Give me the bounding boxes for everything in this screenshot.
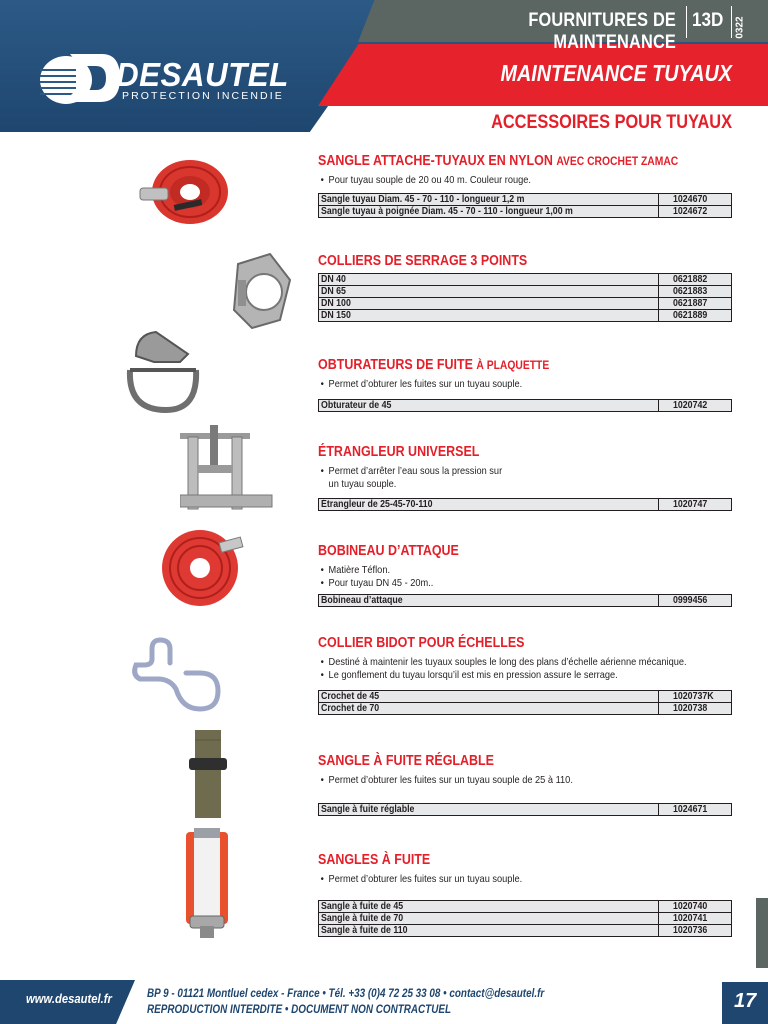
product-colliers-serrage bbox=[318, 253, 732, 321]
metal-clamp-collar-icon bbox=[230, 250, 295, 330]
product-bullet: • Permet d’obturer les fuites sur un tuyau souple. bbox=[318, 873, 732, 886]
page-title: MAINTENANCE TUYAUX bbox=[500, 60, 732, 86]
product-bullet: • Permet d’obturer les fuites sur un tuyau souple de 25 à 110. bbox=[318, 774, 732, 787]
reference-table bbox=[318, 498, 732, 511]
contact-address: BP 9 - 01121 Montluel cedex - France • Tél. +33 (0)4 72 25 33 08 • contact@desautel.fr bbox=[147, 988, 545, 1000]
table-row: Sangle à fuite de 110 1020736 bbox=[319, 925, 732, 937]
product-title: SANGLES À FUITE bbox=[318, 852, 431, 868]
product-sangle-reglable bbox=[318, 753, 732, 815]
table-row: Bobineau d’attaque 0999456 bbox=[319, 595, 732, 607]
desautel-logo-icon bbox=[36, 50, 122, 106]
table-row: DN 40 0621882 bbox=[319, 274, 732, 286]
table-row: Sangle à fuite de 45 1020740 bbox=[319, 901, 732, 913]
product-sangles-fuite bbox=[318, 852, 732, 936]
table-row: DN 100 0621887 bbox=[319, 298, 732, 310]
website-link[interactable]: www.desautel.fr bbox=[26, 992, 112, 1006]
product-bullet: • Le gonflement du tuyau lorsqu’il est mis en pression assure le serrage. bbox=[318, 669, 732, 682]
product-bullet: • Permet d’obturer les fuites sur un tuyau souple. bbox=[318, 378, 732, 391]
product-bullet: • Permet d’arrêter l’eau sous la pression sur bbox=[318, 465, 732, 478]
product-title: SANGLE À FUITE RÉGLABLE bbox=[318, 753, 494, 769]
screw-press-strangler-icon bbox=[180, 425, 275, 517]
logo-tagline: PROTECTION INCENDIE bbox=[122, 90, 284, 102]
ladder-hook-icon bbox=[130, 635, 225, 715]
header-divider-2 bbox=[731, 6, 732, 38]
red-coiled-hose-icon bbox=[160, 520, 245, 610]
product-title: BOBINEAU D’ATTAQUE bbox=[318, 543, 459, 559]
leak-strap-orange-icon bbox=[180, 828, 235, 940]
reference-table bbox=[318, 690, 732, 715]
product-bullet-continued: un tuyau souple. bbox=[328, 478, 397, 490]
adjustable-strap-icon bbox=[185, 730, 230, 820]
product-title: COLLIERS DE SERRAGE 3 POINTS bbox=[318, 253, 528, 269]
red-hose-with-strap-icon bbox=[130, 150, 230, 230]
product-sangle-attache bbox=[318, 153, 732, 217]
table-row: DN 65 0621883 bbox=[319, 286, 732, 298]
product-title: OBTURATEURS DE FUITE À PLAQUETTE bbox=[318, 357, 550, 373]
table-row: Sangle à fuite de 70 1020741 bbox=[319, 913, 732, 925]
product-etrangleur bbox=[318, 444, 732, 510]
legal-notice: REPRODUCTION INTERDITE • DOCUMENT NON CONTRACTUEL bbox=[147, 1004, 452, 1016]
reference-table bbox=[318, 399, 732, 412]
reference-table bbox=[318, 273, 732, 322]
section-code: 13D bbox=[692, 10, 724, 31]
table-row: Crochet de 45 1020737K bbox=[319, 691, 732, 703]
page-subtitle: ACCESSOIRES POUR TUYAUX bbox=[491, 112, 732, 133]
leak-plug-clamp-icon bbox=[120, 326, 210, 416]
product-title: SANGLE ATTACHE-TUYAUX EN NYLON AVEC CROCHET ZAMAC bbox=[318, 153, 679, 169]
product-bullet: • Matière Téflon. bbox=[318, 564, 732, 577]
reference-table bbox=[318, 193, 732, 218]
product-bullet: • Destiné à maintenir les tuyaux souples le long des plans d’échelle aérienne mécanique. bbox=[318, 656, 732, 669]
reference-table bbox=[318, 900, 732, 937]
page-number: 17 bbox=[734, 990, 757, 1012]
table-row: DN 150 0621889 bbox=[319, 310, 732, 322]
logo-name: DESAUTEL bbox=[116, 56, 289, 93]
product-title: COLLIER BIDOT POUR ÉCHELLES bbox=[318, 635, 525, 651]
table-row: Sangle tuyau Diam. 45 - 70 - 110 - longueur 1,2 m 1024670 bbox=[319, 194, 732, 206]
table-row: Sangle à fuite réglable 1024671 bbox=[319, 804, 732, 816]
reference-table bbox=[318, 803, 732, 816]
product-obturateurs bbox=[318, 357, 732, 411]
table-row: Obturateur de 45 1020742 bbox=[319, 400, 732, 412]
side-tab-marker bbox=[756, 898, 768, 968]
product-title: ÉTRANGLEUR UNIVERSEL bbox=[318, 444, 480, 460]
product-collier-bidot bbox=[318, 635, 732, 714]
table-row: Étrangleur de 25-45-70-110 1020747 bbox=[319, 499, 732, 511]
product-bullet: • Pour tuyau DN 45 - 20m.. bbox=[318, 577, 732, 590]
header-divider bbox=[686, 6, 687, 38]
revision-code: 0322 bbox=[734, 16, 746, 39]
section-category: FOURNITURES DE MAINTENANCE bbox=[528, 10, 676, 53]
product-bobineau bbox=[318, 543, 732, 606]
table-row: Sangle tuyau à poignée Diam. 45 - 70 - 110 - longueur 1,00 m 1024672 bbox=[319, 206, 732, 218]
product-bullet: • Pour tuyau souple de 20 ou 40 m. Couleur rouge. bbox=[318, 174, 732, 187]
table-row: Crochet de 70 1020738 bbox=[319, 703, 732, 715]
reference-table bbox=[318, 594, 732, 607]
